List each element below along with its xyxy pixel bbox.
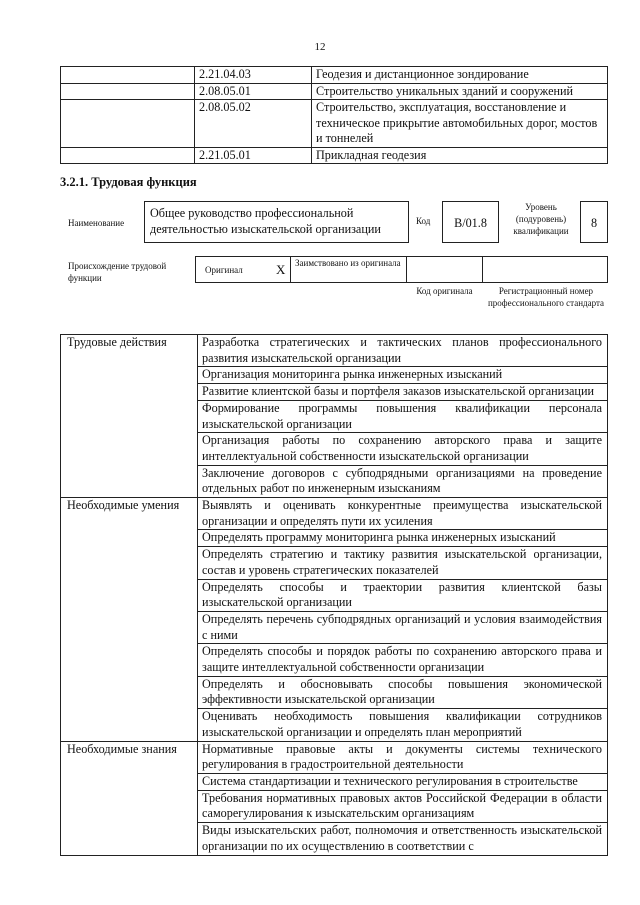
item-cell: Оценивать необходимость повышения квалификации сотрудников изыскательской организации и определять план мероприятий <box>198 709 608 741</box>
category-cell: Необходимые умения <box>61 498 198 742</box>
item-cell: Определять способы и траектории развития клиентской базы изыскательской организации <box>198 579 608 611</box>
original-code-caption: Код оригинала <box>416 286 473 296</box>
specialty-code: 2.08.05.02 <box>195 100 312 148</box>
table-row <box>61 147 608 164</box>
item-cell: Определять способы и порядок работы по сохранению авторского права и защите интеллектуальной собственности организации <box>198 644 608 676</box>
item-cell: Нормативные правовые акты и документы системы технического регулирования в градостроительной деятельности <box>198 741 608 773</box>
page-number: 12 <box>314 41 326 53</box>
level-label: Уровень (подуровень) квалификации <box>513 202 569 236</box>
item-cell: Формирование программы повышения квалификации персонала изыскательской организации <box>198 400 608 432</box>
category-cell: Трудовые действия <box>61 335 198 498</box>
category-cell: Необходимые знания <box>61 741 198 855</box>
qualification-level-box: 8 <box>580 201 608 243</box>
specialty-code: 2.21.04.03 <box>195 67 312 84</box>
table-row <box>61 335 608 367</box>
item-cell: Виды изыскательских работ, полномочия и ответственность изыскательской организации по их осуществлению в соответствии с <box>198 823 608 855</box>
registration-number-caption: Регистрационный номер профессионального стандарта <box>487 286 605 308</box>
item-cell: Определять и обосновывать способы повышения экономической эффективности изыскательской организации <box>198 676 608 708</box>
function-details-table <box>60 334 608 856</box>
item-cell: Система стандартизации и технического регулирования в строительстве <box>198 773 608 790</box>
code-label: Код <box>416 216 431 226</box>
blank-cell <box>61 147 195 164</box>
item-cell: Требования нормативных правовых актов Российской Федерации в области саморегулирования к изыскательским организациям <box>198 790 608 822</box>
original-cell <box>195 256 291 283</box>
item-cell: Выявлять и оценивать конкурентные преимущества изыскательской организации и определять пути их усиления <box>198 498 608 530</box>
name-label: Наименование <box>68 218 125 228</box>
specialty-name: Строительство, эксплуатация, восстановление и техническое прикрытие автомобильных дорог, мостов и тоннелей <box>312 100 608 148</box>
specialty-name: Геодезия и дистанционное зондирование <box>312 67 608 84</box>
item-cell: Развитие клиентской базы и портфеля заказов изыскательской организации <box>198 384 608 401</box>
borrowed-cell <box>290 256 407 283</box>
item-cell: Определять перечень субподрядных организаций и условия взаимодействия с ними <box>198 611 608 643</box>
function-name-box: Общее руководство профессиональной деятельностью изыскательской организации <box>144 201 409 243</box>
blank-cell <box>61 67 195 84</box>
original-code-cell <box>406 256 483 283</box>
specialty-code: 2.21.05.01 <box>195 147 312 164</box>
blank-cell <box>61 100 195 148</box>
specialty-code: 2.08.05.01 <box>195 83 312 100</box>
item-cell: Заключение договоров с субподрядными организациями на проведение отдельных работ по инженерным изысканиям <box>198 465 608 497</box>
item-cell: Организация работы по сохранению авторского права и защите интеллектуальной собственности изыскательской организации <box>198 433 608 465</box>
specialty-name: Строительство уникальных зданий и сооружений <box>312 83 608 100</box>
registration-number-cell <box>482 256 608 283</box>
blank-cell <box>61 83 195 100</box>
item-cell: Определять программу мониторинга рынка инженерных изысканий <box>198 530 608 547</box>
table-row <box>61 741 608 773</box>
education-codes-table <box>60 66 608 164</box>
specialty-name: Прикладная геодезия <box>312 147 608 164</box>
item-cell: Разработка стратегических и тактических планов профессионального развития изыскательской организации <box>198 335 608 367</box>
item-cell: Организация мониторинга рынка инженерных изысканий <box>198 367 608 384</box>
original-label: Оригинал <box>205 265 243 275</box>
borrowed-label: Заимствовано из оригинала <box>295 258 401 268</box>
section-title: 3.2.1. Трудовая функция <box>60 175 197 189</box>
original-mark: X <box>276 262 286 277</box>
table-row <box>61 100 608 148</box>
table-row <box>61 83 608 100</box>
table-row <box>61 67 608 84</box>
function-code-box: B/01.8 <box>442 201 499 243</box>
item-cell: Определять стратегию и тактику развития изыскательской организации, состав и уровень стратегических показателей <box>198 547 608 579</box>
table-row <box>61 498 608 530</box>
origin-label: Происхождение трудовой функции <box>68 261 167 283</box>
